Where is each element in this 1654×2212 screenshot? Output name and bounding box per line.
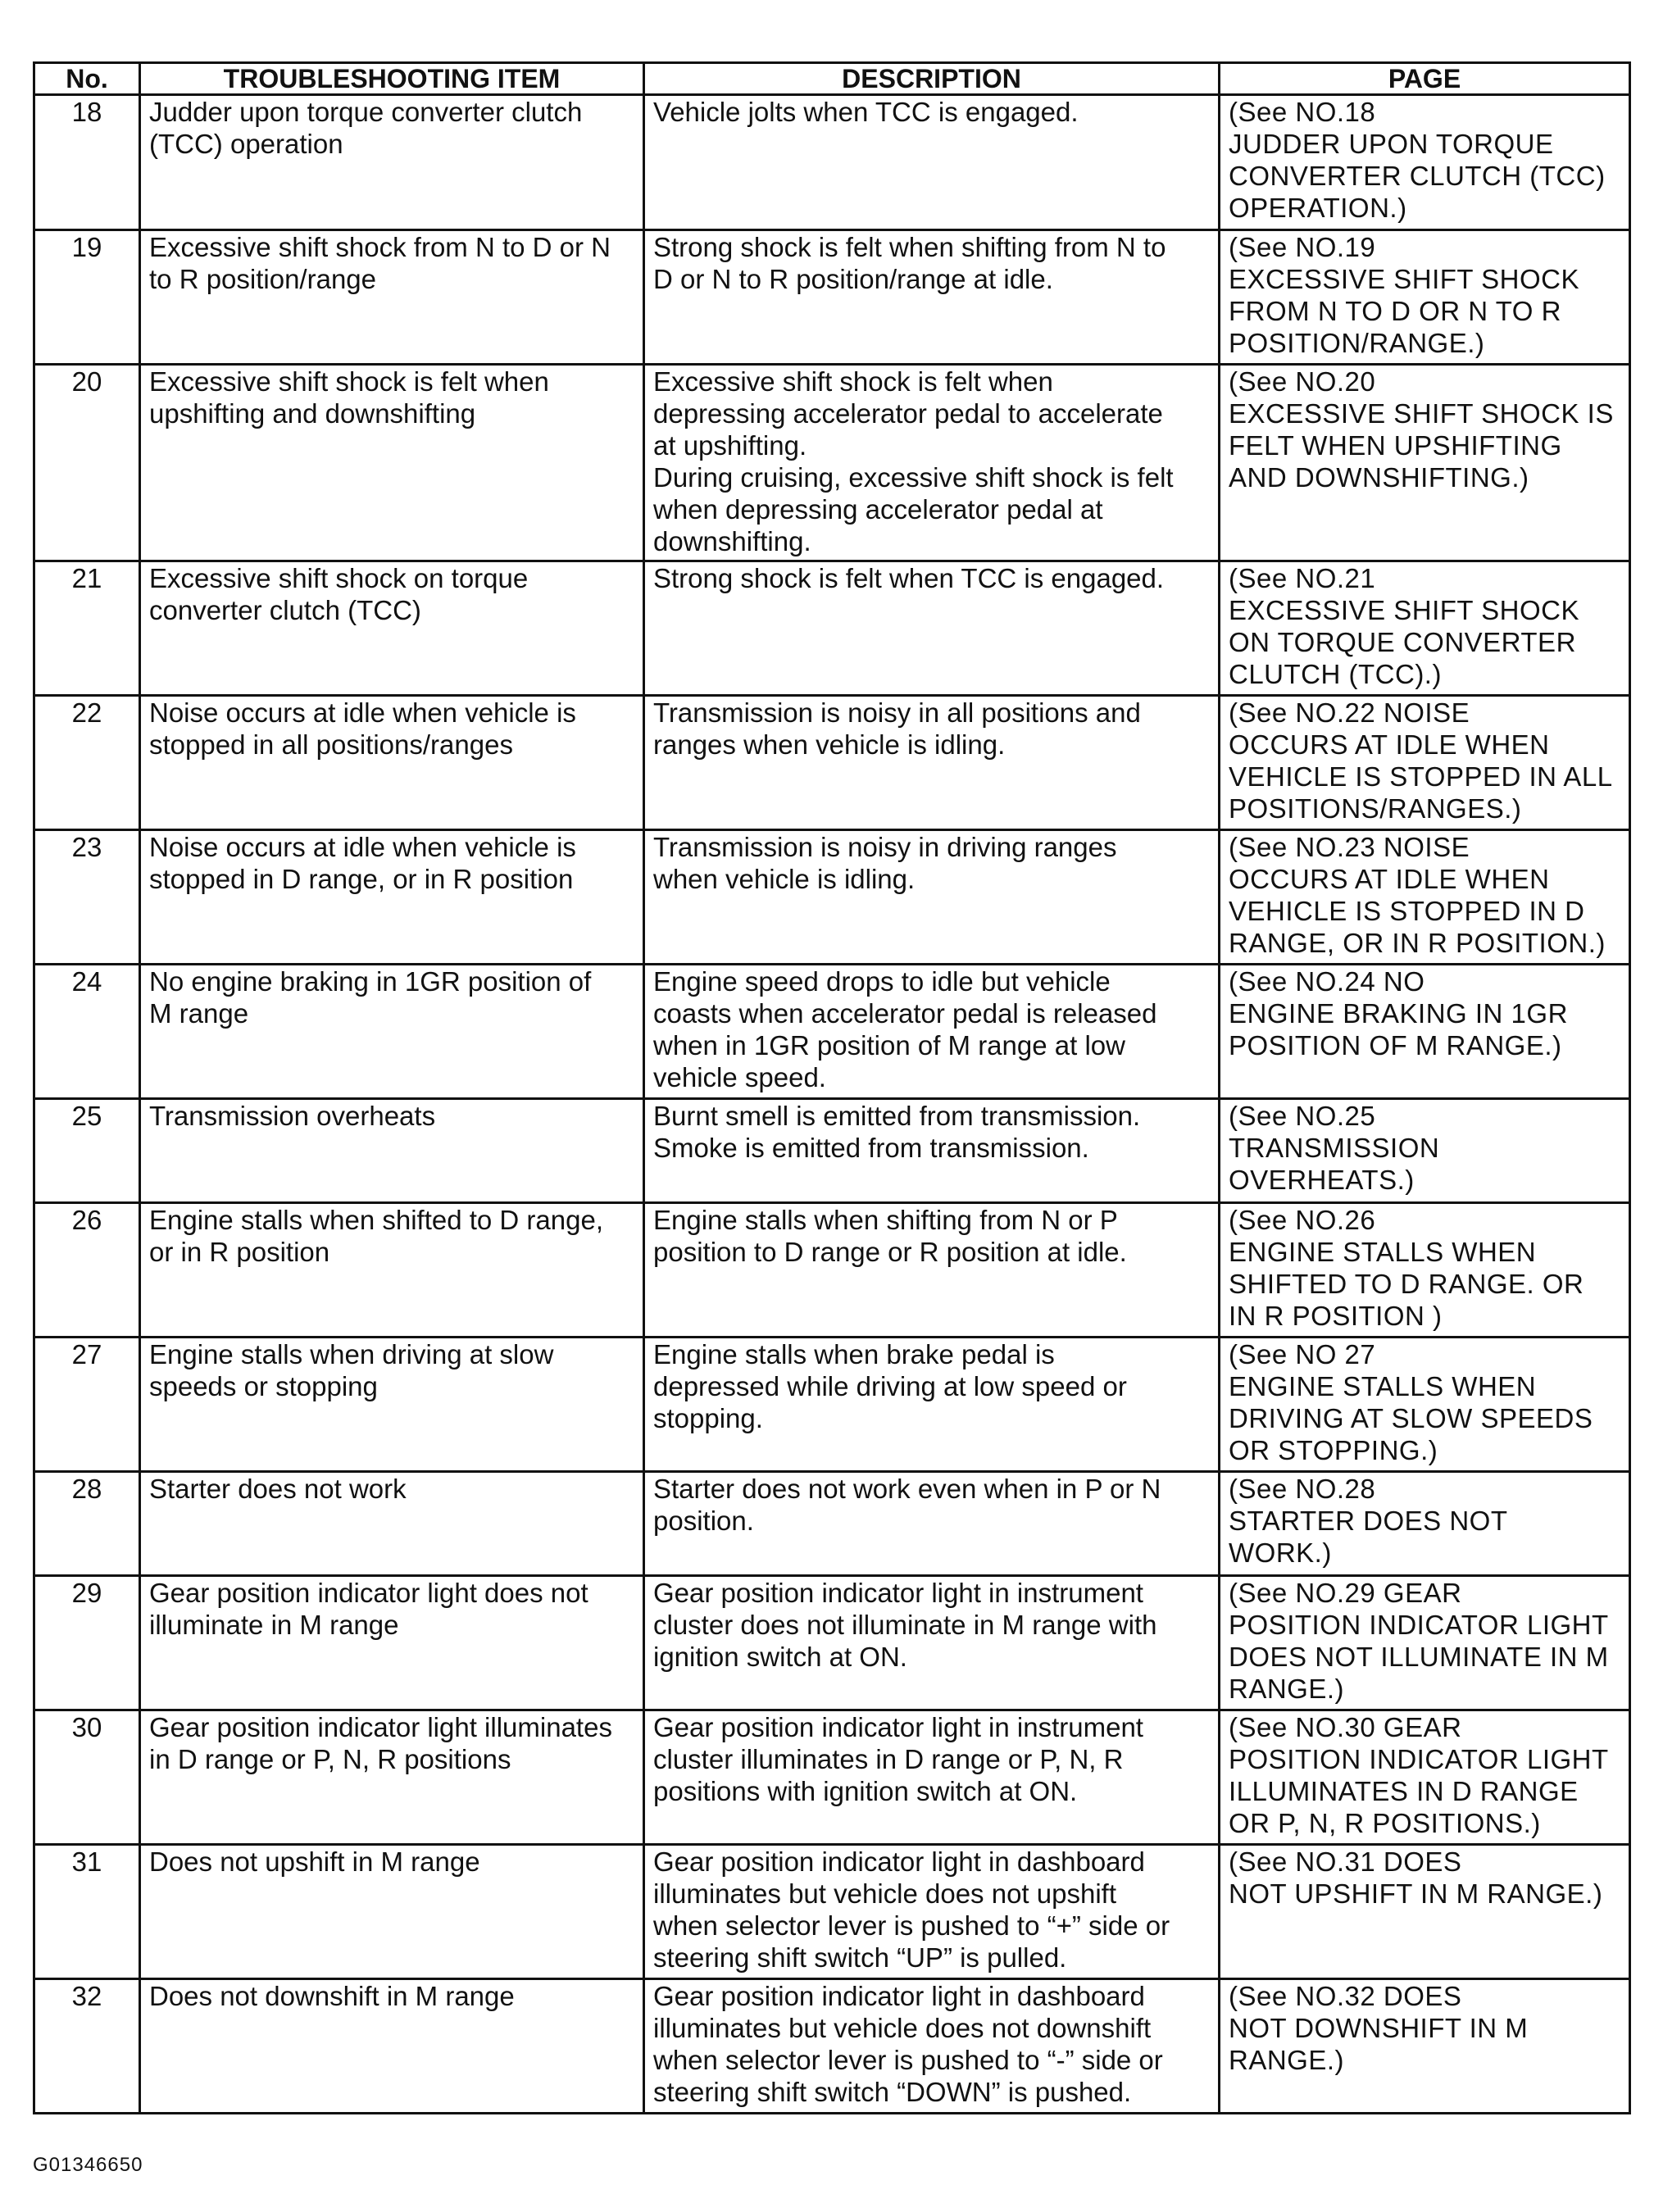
description-line: vehicle speed. [653,1062,826,1092]
troubleshooting-item-cell [140,965,644,1099]
item-line: Does not downshift in M range [149,1981,515,2011]
description-line: coasts when accelerator pedal is released [653,998,1157,1029]
description-line: steering shift switch “DOWN” is pushed. [653,2077,1132,2107]
description-line: Burnt smell is emitted from transmission. [653,1101,1141,1131]
page-line: EXCESSIVE SHIFT SHOCK IS [1229,398,1614,429]
description-cell [644,230,1220,365]
page-line: (See NO.30 GEAR [1229,1712,1462,1742]
troubleshooting-item-cell [140,1710,644,1845]
troubleshooting-item-cell [140,1472,644,1576]
page-line: (See NO.31 DOES [1229,1846,1462,1877]
page-line: EXCESSIVE SHIFT SHOCK [1229,595,1579,625]
item-line: (TCC) operation [149,129,343,159]
page-line: ENGINE STALLS WHEN [1229,1371,1537,1401]
table-row [34,965,1630,1099]
page-line: EXCESSIVE SHIFT SHOCK [1229,264,1579,294]
page-line: OPERATION.) [1229,193,1407,223]
description-line: Gear position indicator light in instrument [653,1578,1143,1608]
item-line: Transmission overheats [149,1101,436,1131]
table-row [34,1576,1630,1710]
page-line: ON TORQUE CONVERTER [1229,627,1576,657]
header-description: DESCRIPTION [644,63,1220,95]
description-cell [644,95,1220,230]
page-line: POSITION/RANGE.) [1229,328,1485,358]
troubleshooting-item-cell [140,1099,644,1203]
description-cell [644,830,1220,965]
description-line: illuminates but vehicle does not downshift [653,2013,1152,2043]
row-number: 31 [34,1845,140,1979]
row-number: 21 [34,561,140,696]
page-line: NOT DOWNSHIFT IN M [1229,2013,1529,2043]
page-line: (See NO.20 [1229,366,1376,397]
item-line: Excessive shift shock is felt when [149,366,549,397]
page-line: OR P, N, R POSITIONS.) [1229,1808,1541,1838]
page-line: OCCURS AT IDLE WHEN [1229,729,1550,760]
table-row [34,696,1630,830]
table-row [34,1979,1630,2114]
troubleshooting-item-cell [140,365,644,561]
item-line: illuminate in M range [149,1610,399,1640]
page-line: (See NO.28 [1229,1474,1376,1504]
description-line: position. [653,1506,754,1536]
item-line: Engine stalls when shifted to D range, [149,1205,603,1235]
description-line: downshifting. [653,526,811,556]
page-reference-cell [1220,1472,1630,1576]
page-line: ILLUMINATES IN D RANGE [1229,1776,1579,1806]
table-row [34,1472,1630,1576]
troubleshooting-item-cell [140,1338,644,1472]
page-line: CLUTCH (TCC).) [1229,659,1442,689]
description-line: Vehicle jolts when TCC is engaged. [653,97,1079,127]
item-line: in D range or P, N, R positions [149,1744,511,1774]
description-cell [644,1338,1220,1472]
page-line: POSITION OF M RANGE.) [1229,1030,1562,1061]
table-body [34,95,1630,2114]
row-number: 29 [34,1576,140,1710]
description-line: when selector lever is pushed to “-” side or [653,2045,1163,2075]
row-number: 22 [34,696,140,830]
row-number: 19 [34,230,140,365]
page-reference-cell [1220,230,1630,365]
troubleshooting-item-cell [140,830,644,965]
header-page: PAGE [1220,63,1630,95]
description-cell [644,1203,1220,1338]
page-line: STARTER DOES NOT [1229,1506,1508,1536]
row-number: 25 [34,1099,140,1203]
description-line: Starter does not work even when in P or N [653,1474,1161,1504]
item-line: No engine braking in 1GR position of [149,966,592,997]
page-reference-cell [1220,1203,1630,1338]
description-line: Engine speed drops to idle but vehicle [653,966,1111,997]
troubleshooting-item-cell [140,561,644,696]
troubleshooting-document [33,61,1629,2114]
description-cell [644,1710,1220,1845]
row-number: 24 [34,965,140,1099]
header-no: No. [34,63,140,95]
page-line: ENGINE STALLS WHEN [1229,1237,1537,1267]
page-line: (See NO.23 NOISE [1229,832,1470,862]
description-line: Gear position indicator light in dashboard [653,1981,1145,2011]
page-line: IN R POSITION ) [1229,1301,1443,1331]
description-line: Transmission is noisy in all positions and [653,697,1141,728]
description-cell [644,1099,1220,1203]
row-number: 30 [34,1710,140,1845]
description-line: Engine stalls when brake pedal is [653,1339,1055,1369]
page-reference-cell [1220,1338,1630,1472]
troubleshooting-item-cell [140,1576,644,1710]
page-reference-cell [1220,1710,1630,1845]
page-line: NOT UPSHIFT IN M RANGE.) [1229,1878,1603,1909]
page-reference-cell [1220,561,1630,696]
description-line: when depressing accelerator pedal at [653,494,1103,525]
troubleshooting-item-cell [140,230,644,365]
page-reference-cell [1220,95,1630,230]
item-line: stopped in all positions/ranges [149,729,513,760]
row-number: 28 [34,1472,140,1576]
page-line: DRIVING AT SLOW SPEEDS [1229,1403,1593,1433]
page-reference-cell [1220,1576,1630,1710]
description-cell [644,1576,1220,1710]
description-line: steering shift switch “UP” is pulled. [653,1942,1067,1973]
page-line: OR STOPPING.) [1229,1435,1438,1465]
description-cell [644,365,1220,561]
item-line: Starter does not work [149,1474,407,1504]
description-line: During cruising, excessive shift shock is felt [653,462,1174,493]
page-line: (See NO.25 [1229,1101,1376,1131]
description-line: ranges when vehicle is idling. [653,729,1006,760]
troubleshooting-item-cell [140,1845,644,1979]
description-line: positions with ignition switch at ON. [653,1776,1078,1806]
description-line: when in 1GR position of M range at low [653,1030,1125,1061]
description-line: depressing accelerator pedal to accelerate [653,398,1163,429]
description-line: Gear position indicator light in dashboard [653,1846,1145,1877]
description-cell [644,1845,1220,1979]
row-number: 26 [34,1203,140,1338]
description-cell [644,965,1220,1099]
description-line: position to D range or R position at idle. [653,1237,1127,1267]
troubleshooting-item-cell [140,95,644,230]
page-line: (See NO.19 [1229,232,1376,262]
page-reference-cell [1220,965,1630,1099]
troubleshooting-table [33,61,1631,2114]
page-line: (See NO.26 [1229,1205,1376,1235]
table-row [34,1338,1630,1472]
page-line: (See NO.21 [1229,563,1376,593]
description-line: illuminates but vehicle does not upshift [653,1878,1116,1909]
troubleshooting-item-cell [140,696,644,830]
page-line: RANGE.) [1229,1674,1345,1704]
item-line: Judder upon torque converter clutch [149,97,583,127]
row-number: 20 [34,365,140,561]
description-line: cluster does not illuminate in M range with [653,1610,1157,1640]
page-line: AND DOWNSHIFTING.) [1229,462,1529,493]
item-line: Noise occurs at idle when vehicle is [149,697,576,728]
description-line: Strong shock is felt when shifting from N to [653,232,1166,262]
description-line: Transmission is noisy in driving ranges [653,832,1117,862]
page-line: (See NO.24 NO [1229,966,1425,997]
page-line: RANGE, OR IN R POSITION.) [1229,928,1606,958]
page-line: ENGINE BRAKING IN 1GR [1229,998,1568,1029]
row-number: 27 [34,1338,140,1472]
table-row [34,830,1630,965]
troubleshooting-item-cell [140,1979,644,2114]
description-line: when vehicle is idling. [653,864,916,894]
description-line: Strong shock is felt when TCC is engaged. [653,563,1165,593]
page-line: JUDDER UPON TORQUE [1229,129,1554,159]
page-line: OCCURS AT IDLE WHEN [1229,864,1550,894]
page-line: WORK.) [1229,1537,1332,1568]
description-line: Engine stalls when shifting from N or P [653,1205,1118,1235]
page-reference-cell [1220,830,1630,965]
item-line: or in R position [149,1237,330,1267]
page-line: TRANSMISSION [1229,1133,1440,1163]
table-row [34,95,1630,230]
page-line: SHIFTED TO D RANGE. OR [1229,1269,1584,1299]
page-reference-cell [1220,1979,1630,2114]
item-line: upshifting and downshifting [149,398,476,429]
table-row [34,365,1630,561]
description-cell [644,561,1220,696]
table-header-row [34,63,1630,95]
page-line: (See NO.18 [1229,97,1376,127]
page-line: POSITION INDICATOR LIGHT [1229,1610,1609,1640]
item-line: Noise occurs at idle when vehicle is [149,832,576,862]
description-line: Smoke is emitted from transmission. [653,1133,1089,1163]
description-cell [644,696,1220,830]
troubleshooting-item-cell [140,1203,644,1338]
table-row [34,1845,1630,1979]
table-row [34,1099,1630,1203]
table-row [34,1203,1630,1338]
row-number: 18 [34,95,140,230]
description-line: stopping. [653,1403,763,1433]
page-line: (See NO.32 DOES [1229,1981,1462,2011]
page-reference-cell [1220,696,1630,830]
item-line: Gear position indicator light does not [149,1578,588,1608]
page-line: RANGE.) [1229,2045,1345,2075]
row-number: 32 [34,1979,140,2114]
item-line: speeds or stopping [149,1371,378,1401]
table-row [34,230,1630,365]
item-line: to R position/range [149,264,377,294]
item-line: converter clutch (TCC) [149,595,421,625]
description-cell [644,1472,1220,1576]
item-line: stopped in D range, or in R position [149,864,574,894]
description-cell [644,1979,1220,2114]
table-row [34,1710,1630,1845]
description-line: at upshifting. [653,430,807,461]
description-line: Excessive shift shock is felt when [653,366,1053,397]
description-line: when selector lever is pushed to “+” side or [653,1910,1170,1941]
item-line: Engine stalls when driving at slow [149,1339,554,1369]
item-line: Does not upshift in M range [149,1846,480,1877]
page-line: (See NO.22 NOISE [1229,697,1470,728]
item-line: Excessive shift shock on torque [149,563,529,593]
page-reference-cell [1220,365,1630,561]
description-line: Gear position indicator light in instrument [653,1712,1143,1742]
page-reference-cell [1220,1099,1630,1203]
figure-code: G01346650 [33,2154,143,2176]
description-line: cluster illuminates in D range or P, N, R [653,1744,1124,1774]
page-line: (See NO 27 [1229,1339,1376,1369]
page-line: FELT WHEN UPSHIFTING [1229,430,1562,461]
page-line: CONVERTER CLUTCH (TCC) [1229,161,1606,191]
description-line: depressed while driving at low speed or [653,1371,1127,1401]
row-number: 23 [34,830,140,965]
page-line: OVERHEATS.) [1229,1165,1415,1195]
description-line: D or N to R position/range at idle. [653,264,1053,294]
page-line: (See NO.29 GEAR [1229,1578,1462,1608]
page-line: DOES NOT ILLUMINATE IN M [1229,1642,1609,1672]
item-line: Gear position indicator light illuminates [149,1712,612,1742]
table-row [34,561,1630,696]
page-line: POSITIONS/RANGES.) [1229,793,1522,824]
item-line: Excessive shift shock from N to D or N [149,232,611,262]
header-troubleshooting-item: TROUBLESHOOTING ITEM [140,63,644,95]
description-line: ignition switch at ON. [653,1642,907,1672]
page-line: POSITION INDICATOR LIGHT [1229,1744,1609,1774]
item-line: M range [149,998,249,1029]
page-line: FROM N TO D OR N TO R [1229,296,1561,326]
page-line: VEHICLE IS STOPPED IN ALL [1229,761,1613,792]
page-reference-cell [1220,1845,1630,1979]
page-line: VEHICLE IS STOPPED IN D [1229,896,1585,926]
